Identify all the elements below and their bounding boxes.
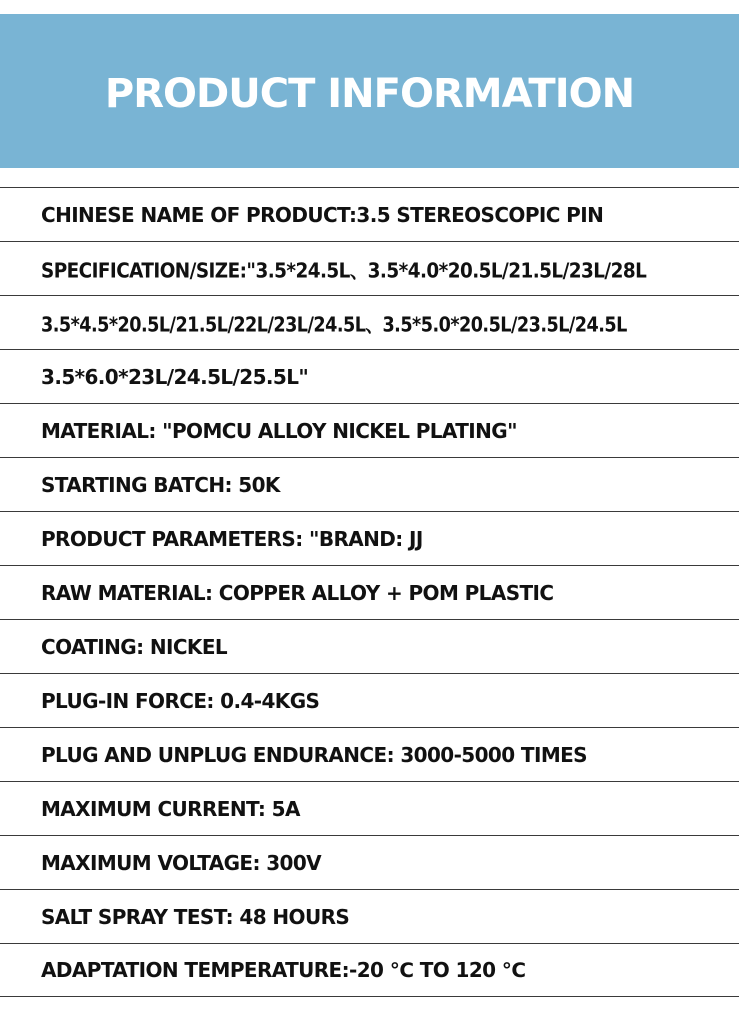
row-text-specification-cont-1: 3.5*4.5*20.5L/21.5L/22L/23L/24.5L、3.5*5.0*20.5L/23.5L/24.5L <box>41 312 627 336</box>
table-row <box>0 457 739 511</box>
table-row <box>0 511 739 565</box>
table-row <box>0 295 739 349</box>
table-row <box>0 673 739 727</box>
table-row <box>0 727 739 781</box>
row-text-product-parameters: PRODUCT PARAMETERS: "BRAND: JJ <box>41 526 423 551</box>
row-text-starting-batch: STARTING BATCH: 50K <box>41 472 280 497</box>
row-text-material: MATERIAL: "POMCU ALLOY NICKEL PLATING" <box>41 418 517 443</box>
table-row <box>0 943 739 997</box>
row-text-raw-material: RAW MATERIAL: COPPER ALLOY + POM PLASTIC <box>41 580 554 605</box>
table-row <box>0 835 739 889</box>
header-banner <box>0 14 739 168</box>
row-text-maximum-current: MAXIMUM CURRENT: 5A <box>41 796 300 821</box>
table-row <box>0 403 739 457</box>
table-row <box>0 349 739 403</box>
row-text-specification: SPECIFICATION/SIZE:"3.5*24.5L、3.5*4.0*20.5L/21.5L/23L/28L <box>41 258 647 282</box>
row-text-endurance: PLUG AND UNPLUG ENDURANCE: 3000-5000 TIMES <box>41 742 587 767</box>
table-row <box>0 889 739 943</box>
table-row <box>0 781 739 835</box>
page-title: PRODUCT INFORMATION <box>104 71 635 117</box>
row-text-adaptation-temperature: ADAPTATION TEMPERATURE:-20 ℃ TO 120 ℃ <box>41 958 526 982</box>
table-row <box>0 565 739 619</box>
table-row <box>0 619 739 673</box>
row-text-salt-spray-test: SALT SPRAY TEST: 48 HOURS <box>41 904 350 929</box>
row-text-coating: COATING: NICKEL <box>41 634 228 659</box>
row-text-specification-cont-2: 3.5*6.0*23L/24.5L/25.5L" <box>41 364 309 389</box>
row-text-chinese-name: CHINESE NAME OF PRODUCT:3.5 STEREOSCOPIC PIN <box>41 202 604 227</box>
product-info-table <box>0 187 739 997</box>
table-row <box>0 187 739 241</box>
table-row <box>0 241 739 295</box>
row-text-maximum-voltage: MAXIMUM VOLTAGE: 300V <box>41 850 322 875</box>
row-text-plug-in-force: PLUG-IN FORCE: 0.4-4KGS <box>41 688 320 713</box>
